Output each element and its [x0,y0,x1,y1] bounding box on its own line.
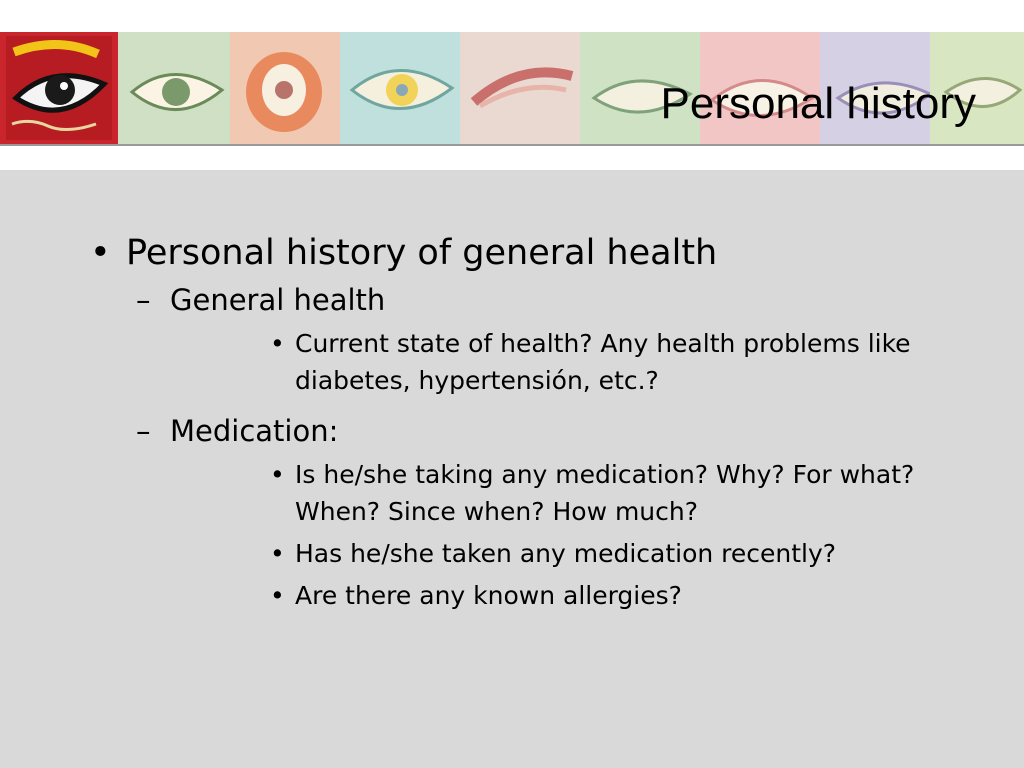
banner-spacer [0,146,1024,170]
sub-bullet-list [170,456,970,614]
sub-bullet-item: • Is he/she taking any medication? Why? For what? When? Since when? How much? [170,456,995,530]
sub-heading-general-health [90,280,970,399]
dash-marker: – [136,414,151,448]
sub-bullet-item: • Are there any known allergies? [170,577,995,614]
header-banner [0,32,1024,146]
top-margin [0,0,1024,32]
sub-bullet-item: • Current state of health? Any health problems like diabetes, hypertensión, etc.? [170,325,995,399]
dash-marker: – [136,283,151,317]
slide-title: Personal history [660,79,976,128]
sub-bullet-item: • Has he/she taken any medication recently? [170,535,995,572]
sub-heading-label: Medication: [170,414,339,448]
bullet-item [90,230,970,614]
sub-heading-medication [90,411,970,614]
sub-bullet-list [170,325,970,399]
slide-content [0,170,1024,768]
bullet-text: • Personal history of general health [90,230,970,276]
sub-heading-label: General health [170,283,386,317]
